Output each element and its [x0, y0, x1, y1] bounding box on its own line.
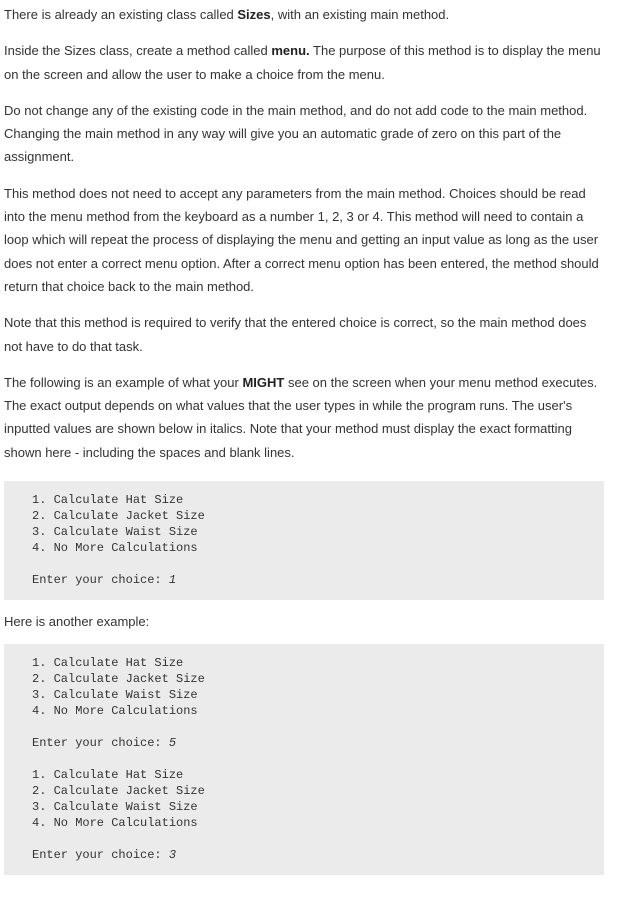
- menu-item-3: 3. Calculate Waist Size: [32, 800, 198, 815]
- choice-prompt: Enter your choice: 1: [32, 573, 177, 588]
- menu-item-4: 4. No More Calculations: [32, 816, 198, 831]
- intro-paragraph-6: The following is an example of what your MIGHT see on the screen when your menu method executes. The exact output depends on what values that the user types in while the program runs. The user's inputted values are shown below in italics. Note that your method must display the exact formatting shown here - including the spaces and blank lines.: [4, 374, 598, 460]
- intro-paragraph-3: Do not change any of the existing code in the main method, and do not add code to the main method. Changing the main method in any way will give you an automatic grade of zero on this part of the assignment.: [4, 102, 588, 165]
- menu-item-1: 1. Calculate Hat Size: [32, 768, 184, 783]
- choice-prompt: Enter your choice: 3: [32, 848, 177, 863]
- intro-paragraph-4: This method does not need to accept any parameters from the main method. Choices should be read into the menu method from the keyboard as a number 1, 2, 3 or 4. This method will need to contain a loop which will repeat the process of displaying the menu and getting an input value as long as the user does not enter a correct menu option. After a correct menu option has been entered, the method should return that choice back to the main method.: [4, 185, 599, 294]
- method-name: menu.: [271, 43, 310, 59]
- menu-item-2: 2. Calculate Jacket Size: [32, 509, 205, 524]
- example-output-1: [4, 481, 604, 600]
- intro-paragraph-2: Inside the Sizes class, create a method called menu. The purpose of this method is to display the menu on the screen and allow the user to make a choice from the menu.: [4, 43, 601, 82]
- intro-paragraph-5: Note that this method is required to verify that the entered choice is correct, so the main method does not have to do that task.: [4, 315, 587, 354]
- menu-item-3: 3. Calculate Waist Size: [32, 525, 198, 540]
- emphasis-might: MIGHT: [242, 374, 285, 390]
- menu-item-3: 3. Calculate Waist Size: [32, 688, 198, 703]
- another-example-label: Here is another example:: [4, 614, 150, 630]
- user-input: 5: [168, 736, 177, 751]
- menu-item-1: 1. Calculate Hat Size: [32, 656, 184, 671]
- user-input: 3: [168, 848, 177, 863]
- menu-item-1: 1. Calculate Hat Size: [32, 493, 184, 508]
- menu-item-4: 4. No More Calculations: [32, 704, 198, 719]
- menu-item-2: 2. Calculate Jacket Size: [32, 784, 205, 799]
- intro-paragraph-1: There is already an existing class called Sizes, with an existing main method.: [4, 7, 450, 22]
- menu-item-4: 4. No More Calculations: [32, 541, 198, 556]
- user-input: 1: [168, 573, 177, 588]
- menu-item-2: 2. Calculate Jacket Size: [32, 672, 205, 687]
- class-name: Sizes: [237, 7, 271, 22]
- example-output-2: [4, 644, 604, 875]
- choice-prompt: Enter your choice: 5: [32, 736, 177, 751]
